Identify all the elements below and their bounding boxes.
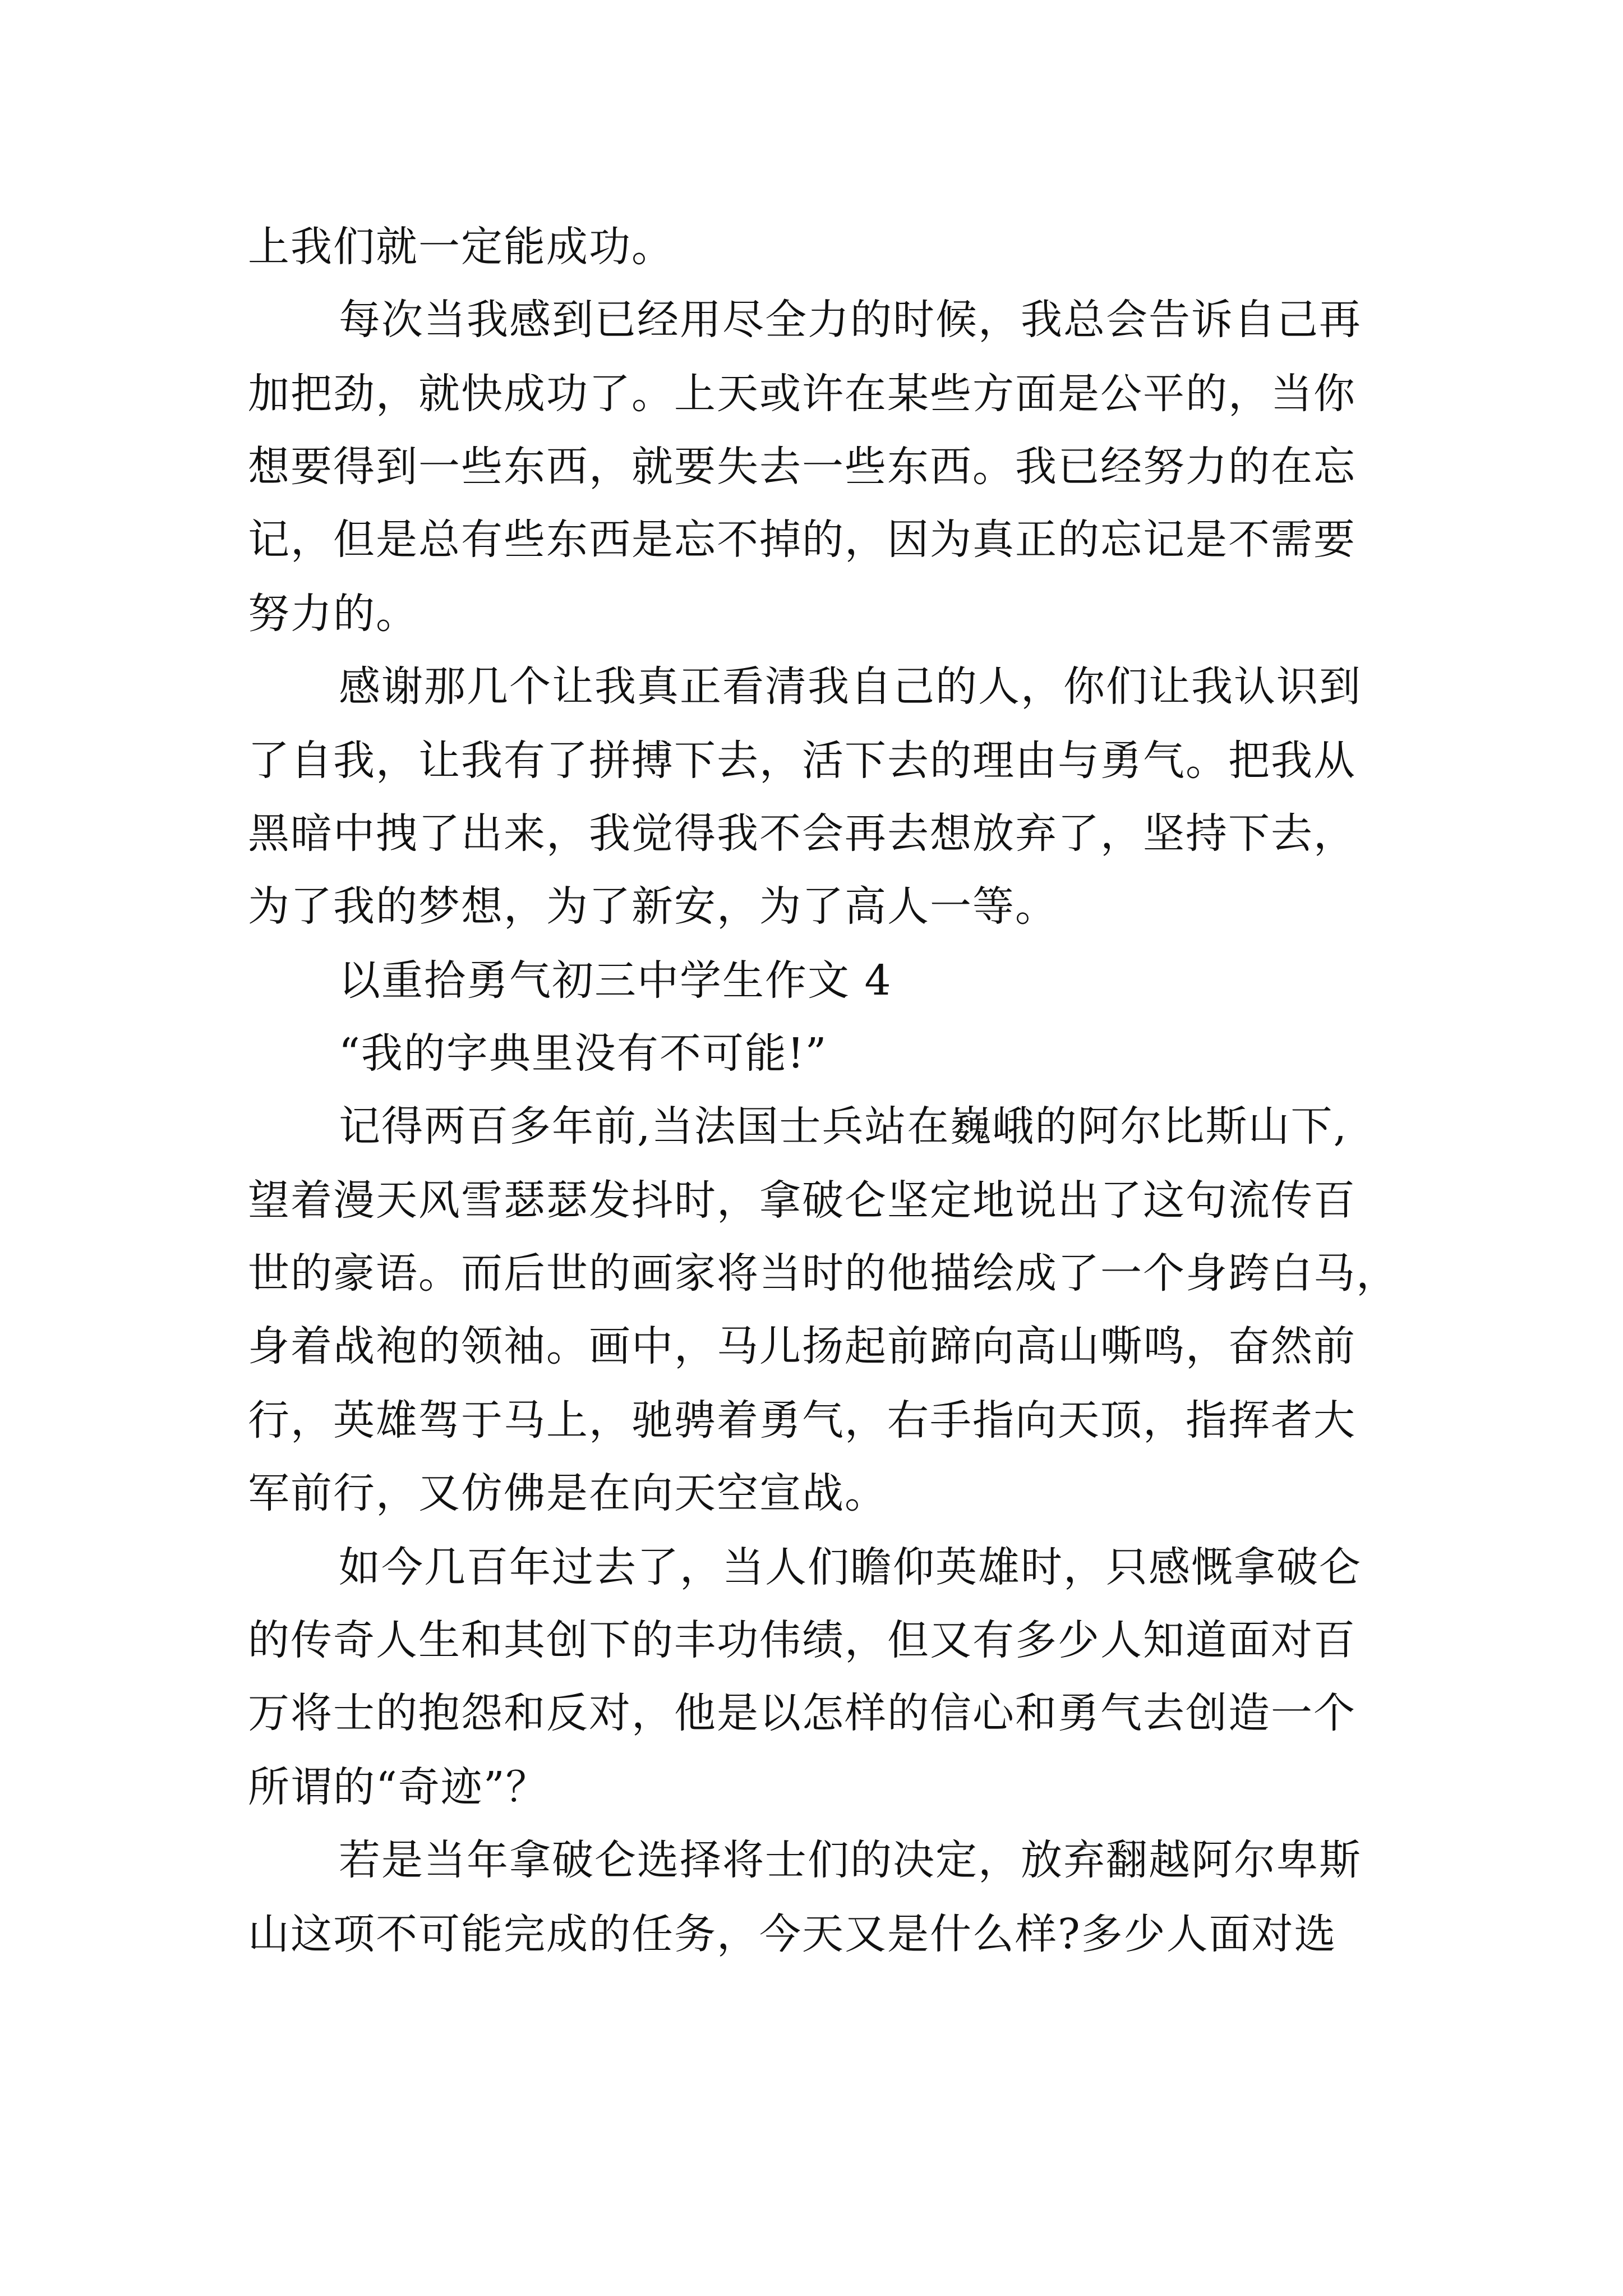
- text-line: 每次当我感到已经用尽全力的时候，我总会告诉自己再: [339, 296, 1362, 344]
- section-heading: 以重拾勇气初三中学生作文 4: [339, 956, 892, 1005]
- text-line: 如今几百年过去了，当人们瞻仰英雄时，只感慨拿破仑: [339, 1543, 1362, 1591]
- text-line: 了自我，让我有了拼搏下去，活下去的理由与勇气。把我从: [248, 737, 1356, 785]
- text-line: 记，但是总有些东西是忘不掉的，因为真正的忘记是不需要: [248, 516, 1356, 564]
- text-line: 上我们就一定能成功。: [248, 223, 674, 271]
- text-line: 山这项不可能完成的任务，今天又是什么样?多少人面对选: [248, 1910, 1337, 1958]
- text-line: 的传奇人生和其创下的丰功伟绩，但又有多少人知道面对百: [248, 1616, 1356, 1664]
- text-line: 身着战袍的领袖。画中，马儿扬起前蹄向高山嘶鸣，奋然前: [248, 1322, 1356, 1370]
- text-line: 感谢那几个让我真正看清我自己的人，你们让我认识到: [339, 662, 1362, 711]
- text-line: 若是当年拿破仑选择将士们的决定，放弃翻越阿尔卑斯: [339, 1836, 1362, 1884]
- text-line: 行，英雄驾于马上，驰骋着勇气，右手指向天顶，指挥者大: [248, 1396, 1356, 1444]
- text-line: 想要得到一些东西，就要失去一些东西。我已经努力的在忘: [248, 443, 1356, 491]
- text-line: 记得两百多年前,当法国士兵站在巍峨的阿尔比斯山下,: [339, 1102, 1348, 1151]
- text-line: 所谓的“奇迹”？: [248, 1763, 548, 1811]
- text-line: 加把劲，就快成功了。上天或许在某些方面是公平的，当你: [248, 370, 1356, 418]
- text-line: 努力的。: [248, 590, 418, 638]
- text-line: 为了我的梦想，为了新安，为了高人一等。: [248, 882, 1058, 931]
- text-line: 望着漫天风雪瑟瑟发抖时，拿破仑坚定地说出了这句流传百: [248, 1176, 1356, 1225]
- text-line: 军前行，又仿佛是在向天空宣战。: [248, 1469, 887, 1517]
- text-line: 万将士的抱怨和反对，他是以怎样的信心和勇气去创造一个: [248, 1689, 1356, 1737]
- text-line: 黑暗中拽了出来，我觉得我不会再去想放弃了，坚持下去，: [248, 809, 1356, 858]
- text-line: “我的字典里没有不可能!”: [339, 1029, 828, 1078]
- text-line: 世的豪语。而后世的画家将当时的他描绘成了一个身跨白马，: [248, 1249, 1399, 1297]
